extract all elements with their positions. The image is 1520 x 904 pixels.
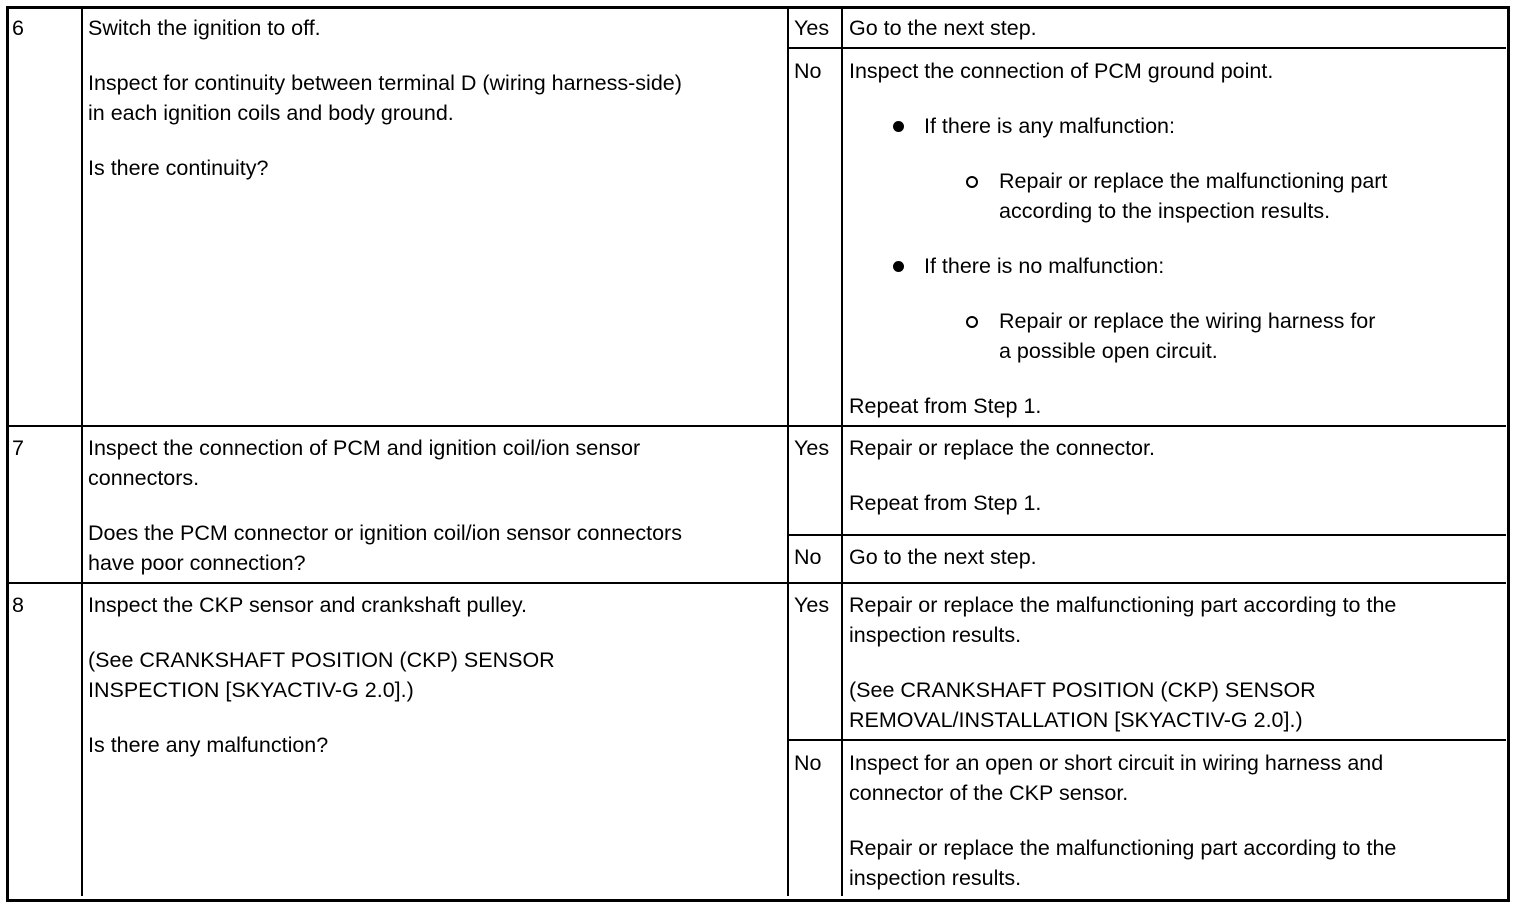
result-text: connector of the CKP sensor. xyxy=(849,781,1129,805)
result-text: (See CRANKSHAFT POSITION (CKP) SENSOR xyxy=(849,678,1316,702)
action-text: INSPECTION [SKYACTIV-G 2.0].) xyxy=(88,678,414,702)
sub-bullet-icon xyxy=(966,176,978,188)
sub-bullet-text: a possible open circuit. xyxy=(999,339,1218,363)
action-text: have poor connection? xyxy=(88,551,306,575)
yes-no-divider-step-8 xyxy=(788,739,1506,741)
result-text: Go to the next step. xyxy=(849,16,1037,40)
action-text: Is there continuity? xyxy=(88,156,269,180)
action-text: Does the PCM connector or ignition coil/ion sensor connectors xyxy=(88,521,682,545)
result-text: Repair or replace the malfunctioning part according to the xyxy=(849,836,1397,860)
action-text: (See CRANKSHAFT POSITION (CKP) SENSOR xyxy=(88,648,555,672)
action-text: connectors. xyxy=(88,466,200,490)
action-text: Switch the ignition to off. xyxy=(88,16,321,40)
no-label: No xyxy=(794,751,822,775)
no-label: No xyxy=(794,59,822,83)
sub-bullet-text: Repair or replace the wiring harness for xyxy=(999,309,1376,333)
result-text: Inspect the connection of PCM ground point. xyxy=(849,59,1274,83)
no-label: No xyxy=(794,545,822,569)
result-text: Repeat from Step 1. xyxy=(849,491,1042,515)
action-text: Inspect the CKP sensor and crankshaft pulley. xyxy=(88,593,528,617)
bullet-text: If there is any malfunction: xyxy=(924,114,1175,138)
sub-bullet-text: Repair or replace the malfunctioning part xyxy=(999,169,1388,193)
column-divider-action xyxy=(787,8,789,896)
bullet-text: If there is no malfunction: xyxy=(924,254,1165,278)
yes-label: Yes xyxy=(794,436,830,460)
result-text: Repeat from Step 1. xyxy=(849,394,1042,418)
action-text: Is there any malfunction? xyxy=(88,733,329,757)
row-divider-7-8 xyxy=(8,582,1506,584)
sub-bullet-icon xyxy=(966,316,978,328)
row-divider-6-7 xyxy=(8,425,1506,427)
result-text: Repair or replace the malfunctioning part according to the xyxy=(849,593,1397,617)
step-number: 8 xyxy=(12,593,24,617)
step-number: 7 xyxy=(12,436,24,460)
yes-no-divider-step-6 xyxy=(788,47,1506,49)
bullet-icon xyxy=(893,261,904,272)
action-text: Inspect for continuity between terminal D (wiring harness-side) xyxy=(88,71,682,95)
yes-label: Yes xyxy=(794,593,830,617)
bullet-icon xyxy=(893,121,904,132)
result-text: Repair or replace the connector. xyxy=(849,436,1155,460)
result-text: inspection results. xyxy=(849,623,1022,647)
result-text: Inspect for an open or short circuit in wiring harness and xyxy=(849,751,1384,775)
column-divider-step xyxy=(81,8,83,896)
column-divider-result xyxy=(841,8,843,896)
action-text: in each ignition coils and body ground. xyxy=(88,101,454,125)
result-text: inspection results. xyxy=(849,866,1022,890)
result-text: REMOVAL/INSTALLATION [SKYACTIV-G 2.0].) xyxy=(849,708,1303,732)
result-text: Go to the next step. xyxy=(849,545,1037,569)
yes-no-divider-step-7 xyxy=(788,534,1506,536)
sub-bullet-text: according to the inspection results. xyxy=(999,199,1331,223)
step-number: 6 xyxy=(12,16,24,40)
action-text: Inspect the connection of PCM and ignition coil/ion sensor xyxy=(88,436,641,460)
yes-label: Yes xyxy=(794,16,830,40)
